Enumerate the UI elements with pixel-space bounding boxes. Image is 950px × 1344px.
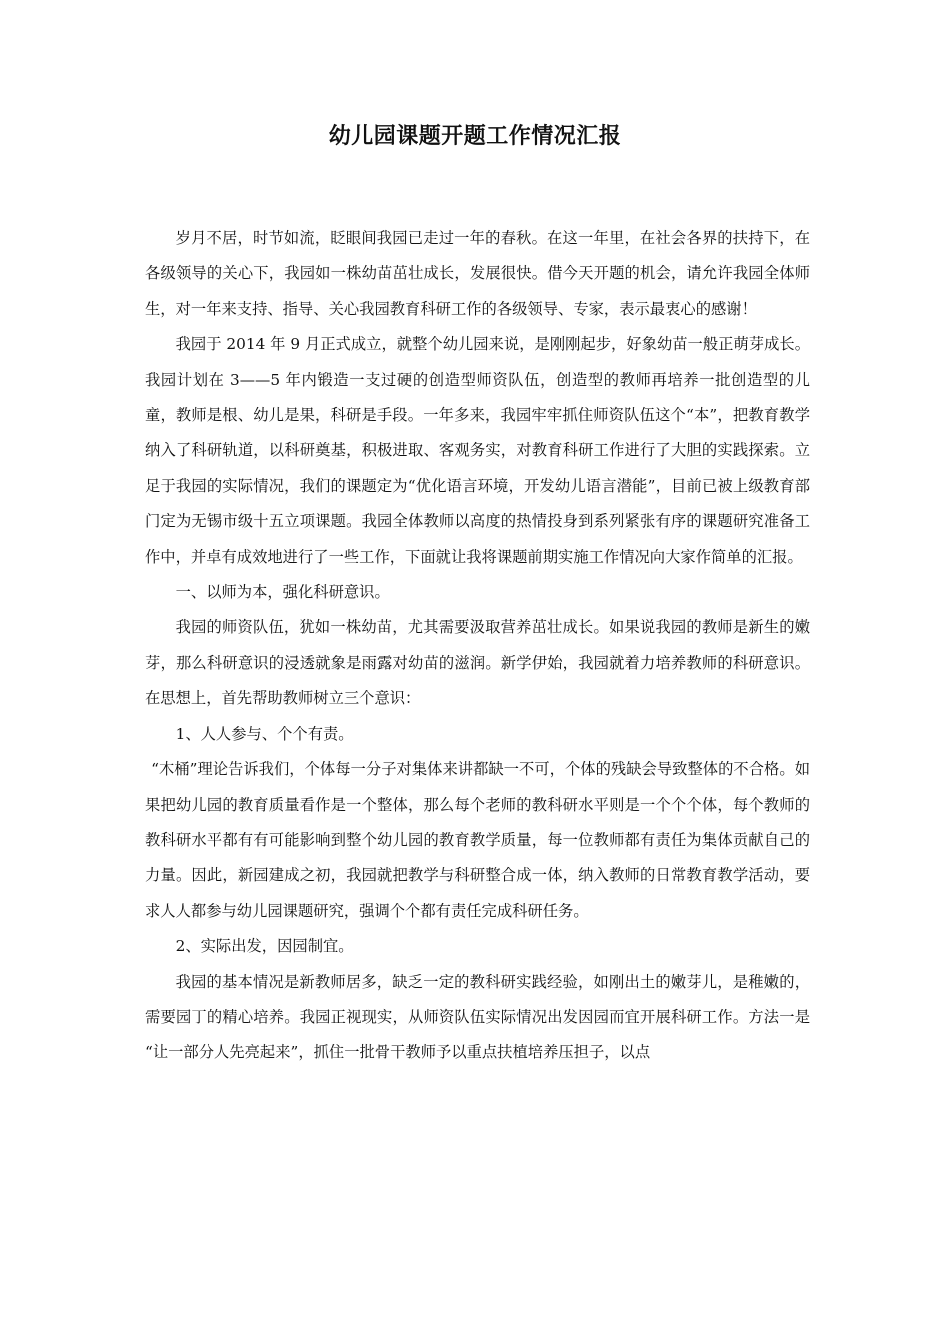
paragraph-barrel-theory: “木桶”理论告诉我们，个体每一分子对集体来讲都缺一不可，个体的残缺会导致整体的不合格。如果把幼儿园的教育质量看作是一个整体，那么每个老师的教科研水平则是一个个个体，每个教师的教科研水平都有有可能影响到整个幼儿园的教育教学质量，每一位教师都有责任为集体贡献自己的力量。因此，新园建成之初，我园就把教学与科研整合成一体，纳入教师的日常教育教学活动，要求人人都参与幼儿园课题研究，强调个个都有责任完成科研任务。 (145, 760, 810, 920)
paragraph-kindergarten-background: 我园于 2014 年 9 月正式成立，就整个幼儿园来说，是刚刚起步，好象幼苗一般正萌芽成长。我园计划在 3——5 年内锻造一支过硬的创造型师资队伍，创造型的教师再培养一批创造型的儿童，教师是根、幼儿是果，科研是手段。一年多来，我园牢牢抓住师资队伍这个“本”，把教育教学纳入了科研轨道，以科研奠基，积极进取、客观务实，对教育科研工作进行了大胆的实践探索。立足于我园的实际情况，我们的课题定为“优化语言环境，开发幼儿语言潜能”，目前已被上级教育部门定为无锡市级十五立项课题。我园全体教师以高度的热情投身到系列紧张有序的课题研究准备工作中，并卓有成效地进行了一些工作，下面就让我将课题前期实施工作情况向大家作简单的汇报。 (145, 335, 810, 566)
paragraph-new-teachers: 我园的基本情况是新教师居多，缺乏一定的教科研实践经验，如刚出土的嫩芽儿，是稚嫩的，需要园丁的精心培养。我园正视现实，从师资队伍实际情况出发因园而宜开展科研工作。方法一是 “让一部分人先亮起来”，抓住一批骨干教师予以重点扶植培养压担子，以点 (145, 972, 810, 1062)
document-body (145, 221, 810, 1071)
document-title: 幼儿园课题开题工作情况汇报 (328, 123, 622, 149)
paragraph-research-awareness: 我园的师资队伍，犹如一株幼苗，尤其需要汲取营养茁壮成长。如果说我园的教师是新生的嫩芽，那么科研意识的浸透就象是雨露对幼苗的滋润。新学伊始，我园就着力培养教师的科研意识。在思想上，首先帮助教师树立三个意识： (145, 618, 810, 708)
section-heading-teacher-focus: 一、以师为本，强化科研意识。 (175, 583, 390, 602)
subheading-everyone-participates: 1、人人参与、个个有责。 (175, 724, 354, 743)
paragraph-opening-thanks: 岁月不居，时节如流，眨眼间我园已走过一年的春秋。在这一年里，在社会各界的扶持下，在各级领导的关心下，我园如一株幼苗茁壮成长，发展很快。借今天开题的机会，请允许我园全体师生，对一年来支持、指导、关心我园教育科研工作的各级领导、专家，表示最衷心的感谢！ (145, 229, 810, 318)
subheading-practical-approach: 2、实际出发，因园制宜。 (175, 937, 354, 956)
